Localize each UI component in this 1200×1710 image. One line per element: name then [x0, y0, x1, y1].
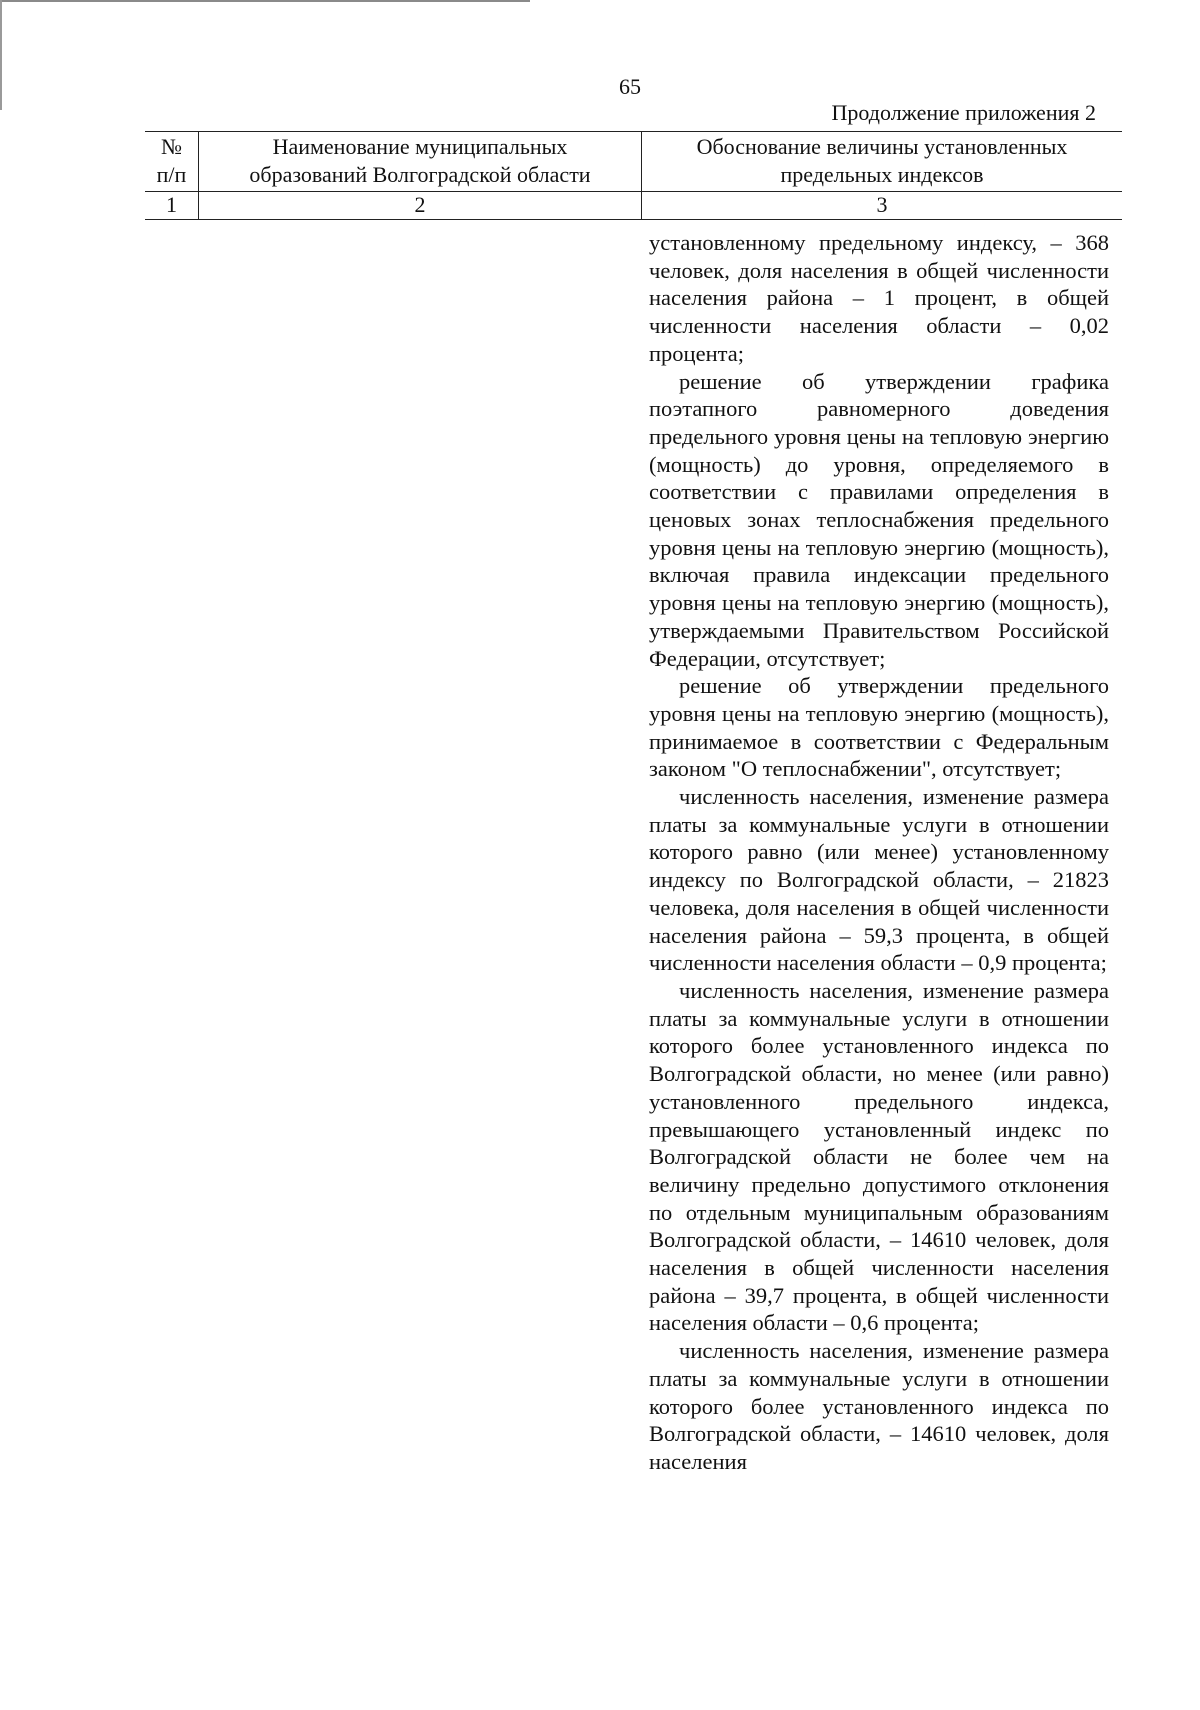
column-number-2: 2: [199, 192, 642, 220]
body-paragraph: установленному предельному индексу, – 368 человек, доля населения в общей численности населения района – 1 процент, в общей численности населения области – 0,02 процента;: [649, 230, 1109, 366]
document-table: [145, 131, 1122, 220]
scan-edge-top: [0, 0, 530, 2]
body-paragraph: численность населения, изменение размера платы за коммунальные услуги в отношении которого более установленного индекса по Волгоградской области, – 14610 человек, доля населения: [649, 1338, 1109, 1474]
column-number-3: 3: [642, 192, 1123, 220]
justification-text: [649, 229, 1109, 1476]
header-col-municipality: Наименование муниципальных образований Волгоградской области: [199, 132, 642, 192]
column-number-1: 1: [145, 192, 199, 220]
body-paragraph: численность населения, изменение размера платы за коммунальные услуги в отношении которого более установленного индекса по Волгоградской области, но менее (или равно) установленного предельного индекса, превышающего установленный индекс по Волгоградской области не более чем на величину предельно допустимого отклонения по отдельным муниципальным образованиям Волгоградской области, – 14610 человек, доля населения в общей численности населения района – 39,7 процента, в общей численности населения области – 0,6 процента;: [649, 977, 1109, 1336]
header-col-number: № п/п: [145, 132, 199, 192]
page-number: 65: [619, 74, 641, 99]
header-col-justification: Обоснование величины установленных предельных индексов: [642, 132, 1123, 192]
body-paragraph: решение об утверждении предельного уровня цены на тепловую энергию (мощность), принимаемое в соответствии с Федеральным законом "О теплоснабжении", отсутствует;: [649, 673, 1109, 782]
body-paragraph: решение об утверждении графика поэтапного равномерного доведения предельного уровня цены на тепловую энергию (мощность) до уровня, определяемого в соответствии с правилами определения в ценовых зонах теплоснабжения предельного уровня цены на тепловую энергию (мощность), включая правила индексации предельного уровня цены на тепловую энергию (мощность), утверждаемыми Правительством Российской Федерации, отсутствует;: [649, 368, 1109, 671]
column-number-row: [145, 192, 1122, 220]
body-paragraph: численность населения, изменение размера платы за коммунальные услуги в отношении которого равно (или менее) установленному индексу по Волгоградской области, – 21823 человека, доля населения в общей численности населения района – 59,3 процента, в общей численности населения области – 0,9 процента;: [649, 784, 1109, 976]
table-header-row: [145, 132, 1122, 192]
continuation-label: Продолжение приложения 2: [831, 100, 1096, 125]
